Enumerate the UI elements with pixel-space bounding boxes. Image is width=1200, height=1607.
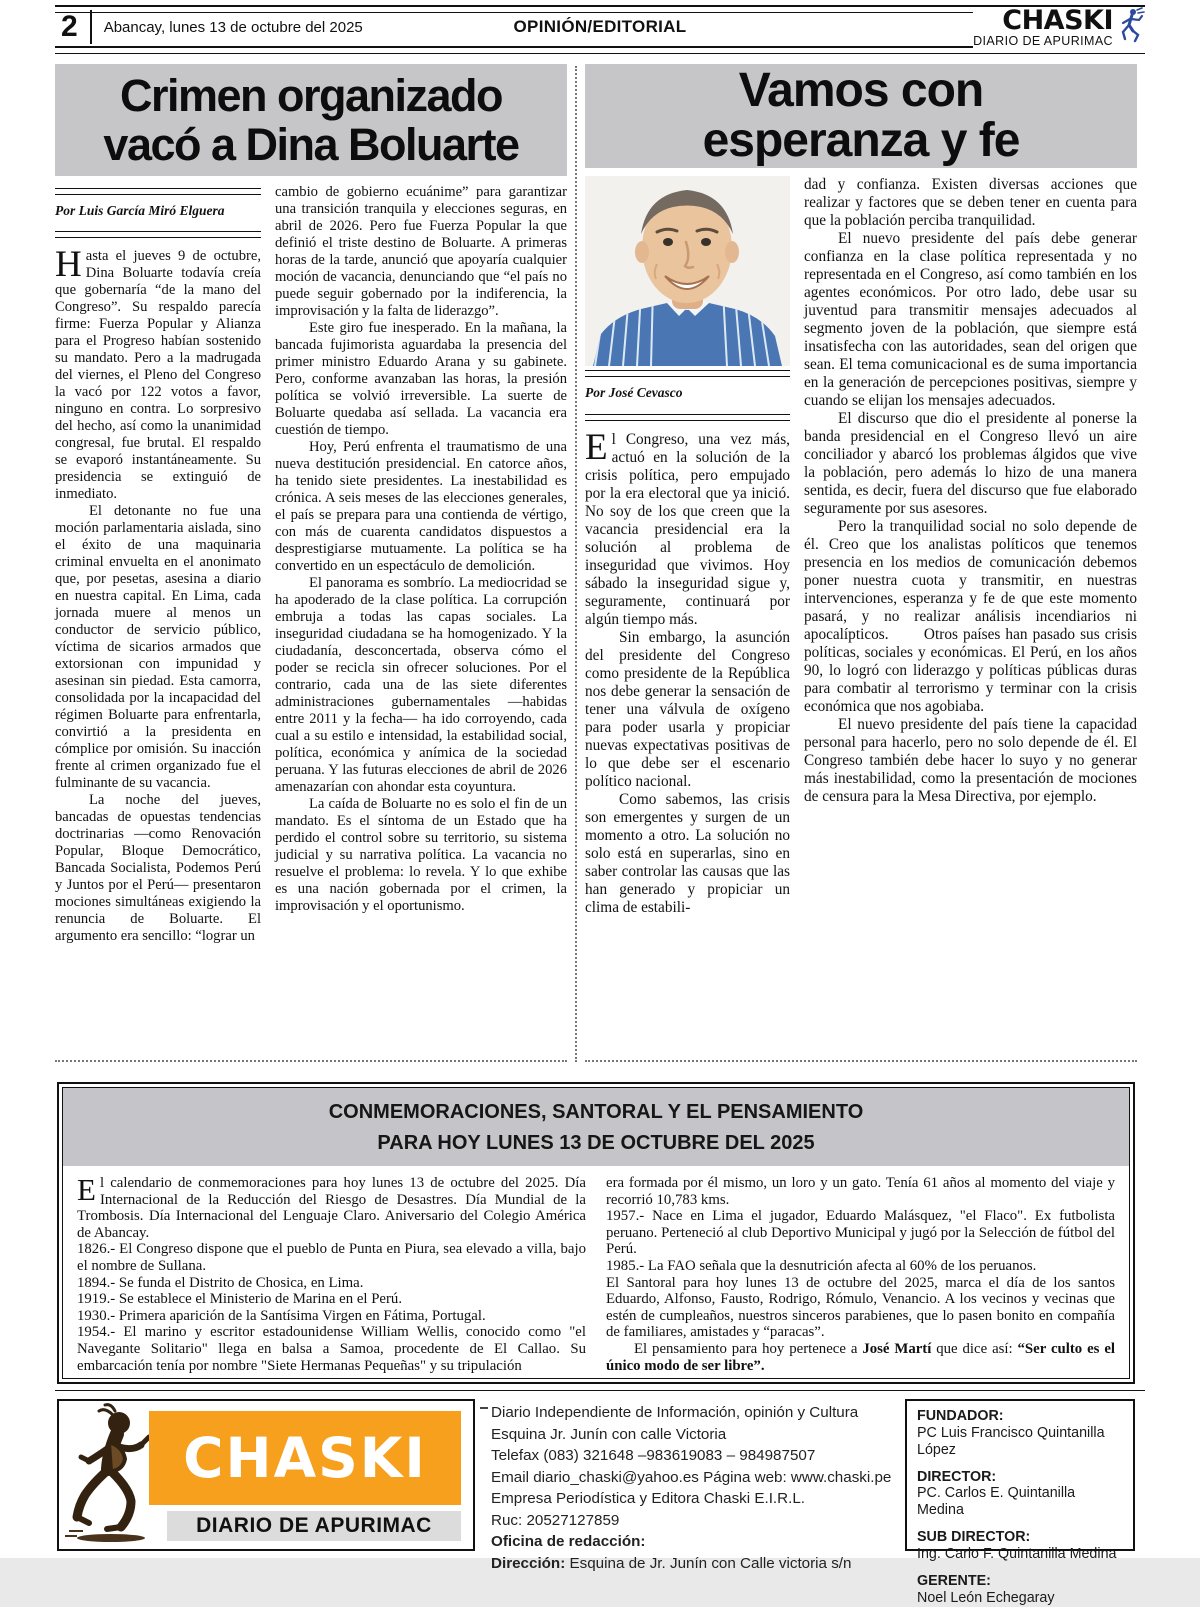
paragraph: El Santoral para hoy lunes 13 de octubre del 2025, marca el día de los santos Eduardo, Alfonso, Fausto, Rodrigo, Rómulo, Venancio. A los vecinos y vecinas que estén de cumpleaños, nuestros sinceros parabienes, que lo pasen bonito en compañía de familiares, amistades y “paracas”. xyxy=(606,1274,1115,1341)
info-line: Telefax (083) 321648 –983619083 – 984987507 xyxy=(491,1447,816,1465)
paragraph: La noche del jueves, bancadas de opuestas tendencias doctrinarias —como Renovación Popular, Bloque Democrático, Bancada Socialista, Podemos Perú y Juntos por el Perú— presentaron mociones simultáneas exigiendo la renuncia de Boluarte. El argumento era sencillo: “lograr un xyxy=(55,792,261,944)
paragraph: 1954.- El marino y escritor estadounidense William Wellis, conocido como "el Navegante Solitario" llega en balsa a Samoa, procedente de El Callao. Su embarcación tenía por nombre "Siete Hermanas Pequeñas" y su tripulación xyxy=(77,1324,586,1374)
info-line-office: Oficina de redacción: xyxy=(491,1533,646,1551)
staff-entry-director: DIRECTOR: PC. Carlos E. Quintanilla Medina xyxy=(917,1468,1076,1519)
byline-rule-top xyxy=(585,370,790,377)
paragraph: El calendario de conmemoraciones para hoy lunes 13 de octubre del 2025. Día Internacional de la Reducción del Riesgo de Desastres. Día Mundial de la Trombosis. Día Internacional del Lenguaje Claro. Aniversario del Colegio América de Abancay. xyxy=(77,1172,586,1241)
byline-block xyxy=(55,188,261,238)
byline-block xyxy=(585,370,790,421)
article-headline xyxy=(55,64,567,176)
paragraph: El discurso que dio el presidente al ponerse la banda presidencial en el Congreso llevó un aire conciliador y abarcó los problemas álgidos que vive la población, pero además lo hizo de una manera sentida, es decir, fuera del discurso que fue elaborado seguramente por sus asesores. xyxy=(804,410,1137,517)
info-line: Empresa Periodística y Editora Chaski E.I.R.L. xyxy=(491,1490,805,1508)
logo-orange-block xyxy=(149,1411,461,1505)
staff-entry-fundador: FUNDADOR: PC Luis Francisco Quintanilla López xyxy=(917,1408,1105,1458)
paragraph: El panorama es sombrío. La mediocridad se ha apoderado de la clase política. La corrupción embruja a todas las capas sociales. La inseguridad ciudadana se ha homogenizado. Y la ciudadanía, desconcertada, observa cómo el poder se recicla sin ofrecer soluciones. Por el contrario, cada una de las siete diferentes administraciones gubernamentales —habidas entre 2011 y la fecha— ha ido corroyendo, cada cual a su estilo e intensidad, la estabilidad social, política, económica y anímica de la sociedad peruana. Y las futuras elecciones de abril de 2026 amenazarían con ahondar esta coyuntura. xyxy=(275,575,567,795)
page-number: 2 xyxy=(61,10,78,43)
byline-rule-top xyxy=(55,188,261,195)
conmemoraciones-column-2 xyxy=(606,1175,1115,1374)
headline-line1: Vamos con xyxy=(738,63,984,117)
paragraph: 1930.- Primera aparición de la Santísima Virgen en Fátima, Portugal. xyxy=(77,1307,486,1324)
info-line-email-web: Email diario_chaski@yahoo.es Página web: www.chaski.pe xyxy=(491,1468,892,1486)
byline-rule-bottom xyxy=(55,231,261,238)
byline: Por Luis García Miró Elguera xyxy=(55,203,225,218)
left-article-end-rule xyxy=(55,1060,567,1062)
article-vamos-con-esperanza xyxy=(585,64,1137,1060)
logo-gray-band xyxy=(167,1511,461,1541)
paragraph: 1985.- La FAO señala que la desnutrición afecta al 60% de los peruanos. xyxy=(606,1257,1037,1274)
headline-line1: Crimen organizado xyxy=(119,69,503,121)
paragraph: Hasta el jueves 9 de octubre, Dina Boluarte todavía creía que gobernaría “de la mano del Congreso”. Su respaldo parecía firme: Fuerza Popular y Alianza para el Progreso habían sostenido su mandato. Pero a la madrugada del viernes, el Pleno del Congreso la vacó por 122 votos a favor, ninguno en contra. Lo sorpresivo del hecho, así como la unanimidad congresal, fue brutal. El respaldo se evaporó instantáneamente. Su presidencia se extinguió de inmediato. xyxy=(55,244,261,502)
paragraph: cambio de gobierno ecuánime” para garantizar una transición tranquila y elecciones seguras, en abril de 2026. Pero fue Fuerza Popular la que definió el triste destino de Boluarte. A primeras horas de la tarde, anunció que apoyaría cualquier moción de vacancia, denunciando que “el país no puede seguir gobernado por la indiferencia, la improvisación y la falta de liderazgo”. xyxy=(275,184,567,319)
conmemoraciones-header xyxy=(63,1088,1129,1166)
staff-box xyxy=(905,1399,1135,1606)
drop-cap: E xyxy=(77,1172,96,1207)
info-line-ruc: Ruc: 20527127859 xyxy=(491,1511,620,1529)
right-article-end-rule xyxy=(585,1060,1137,1062)
paragraph: 1826.- El Congreso dispone que el pueblo de Punta en Piura, sea elevado a villa, bajo el nombre de Sullana. xyxy=(77,1241,586,1274)
drop-cap: E xyxy=(585,427,608,468)
thought-paragraph: El pensamiento para hoy pertenece a José Martí que dice así: “Ser culto es el único modo de ser libre”. xyxy=(606,1340,1115,1374)
chaski-logo xyxy=(57,1399,475,1551)
masthead xyxy=(973,4,1145,48)
paragraph: Sin embargo, la asunción del presidente del Congreso como presidente de la República nos debe generar la sensación de tener una válvula de oxígeno para poder usarla y propiciar nuevas expectativas positivas de lo que debe ser el escenario político nacional. xyxy=(585,629,790,790)
article-crimen-organizado xyxy=(55,64,567,1060)
logo-subtitle-text: DIARIO DE APURIMAC xyxy=(196,1514,432,1537)
masthead-name: CHASKI xyxy=(1002,4,1113,36)
conmemoraciones-title-line1: CONMEMORACIONES, SANTORAL Y EL PENSAMIENTO xyxy=(328,1101,864,1123)
paragraph: El nuevo presidente del país debe generar confianza en la clase política representada y no representada en el Congreso, así como también en los agentes económicos. Por otro lado, debe usar su juventud para transmitir mensajes adecuados al segmento joven de la población, que siempre está insatisfecha con las autoridades, sean del origen que sean. El tema comunicacional es de suma importancia en la generación de percepciones positivas, siempre y cuando se elijan los mensajes adecuados. xyxy=(804,230,1137,409)
paragraph: 1894.- Se funda el Distrito de Chosica, en Lima. xyxy=(77,1274,364,1291)
drop-cap: H xyxy=(55,244,82,285)
conmemoraciones-column-1 xyxy=(77,1172,586,1374)
info-line-address: Dirección: Esquina de Jr. Junín con Calle victoria s/n xyxy=(491,1555,852,1573)
headline-line2: esperanza y fe xyxy=(702,114,1020,167)
section-title: OPINIÓN/EDITORIAL xyxy=(513,17,687,36)
conmemoraciones-box xyxy=(57,1082,1135,1384)
article-column-2 xyxy=(804,176,1137,1060)
staff-entry-gerente: GERENTE: Noel León Echegaray xyxy=(917,1572,1055,1606)
paragraph: La caída de Boluarte no es solo el fin de un mandato. Es el síntoma de un Estado que ha perdido el control sobre su territorio, su sistema judicial y su narrativa política. La vacancia no resuelve el problema: lo revela. Y lo que exhibe es una nación gobernada por el crimen, la improvisación y el oportunismo. xyxy=(275,796,567,914)
paragraph: El Congreso, una vez más, actuó en la solución de la crisis política, pero empujado por la era electoral que ya inició. No soy de los que creen que la vacancia presidencial era la solución al problema de inseguridad que vivimos. Hoy sábado la inseguridad sigue y, seguramente, continuará por algún tiempo más. xyxy=(585,427,790,628)
staff-entry-subdirector: SUB DIRECTOR: Ing. Carlo F. Quintanilla Medina xyxy=(917,1529,1117,1563)
paragraph: El detonante no fue una moción parlamentaria aislada, sino el éxito de una maquinaria criminal envuelta en el anonimato que, por pesetas, asesina a diario en nuestra capital. En Lima, cada jornada muere al menos un conductor de servicio público, víctima de sicarios armados que extorsionan con impunidad y asesinan sin piedad. Esta camorra, consolidada por la incapacidad del régimen Boluarte para enfrentarla, convirtió a la presidenta en cómplice por omisión. Su inacción frente al crimen organizado fue el fulminante de su vacancia. xyxy=(55,503,261,791)
headline-line2: vacó a Dina Boluarte xyxy=(103,119,519,170)
info-line: Esquina Jr. Junín con calle Victoria xyxy=(491,1425,727,1443)
paragraph: 1957.- Nace en Lima el jugador, Eduardo Malásquez, "el Flaco". Ex futbolista peruano. Perteneció al club Deportivo Municipal y jugó por la Selección de fútbol del Perú. xyxy=(606,1208,1115,1258)
paragraph: Como sabemos, las crisis son emergentes y surgen de un momento a otro. La solución no solo está en superarlas, sino en saber controlar las causas que las han generado y propiciar un clima de estabili- xyxy=(585,791,790,916)
page-header xyxy=(55,4,1145,48)
byline: Por José Cevasco xyxy=(585,385,683,400)
paragraph: 1919.- Se establece el Ministerio de Marina en el Perú. xyxy=(77,1291,403,1308)
article-column-1 xyxy=(585,176,790,1060)
edition-date: Abancay, lunes 13 de octubre del 2025 xyxy=(103,18,363,36)
footer-top-rule xyxy=(55,1390,1145,1391)
paragraph: dad y confianza. Existen diversas acciones que realizar y factores que se deben tener en cuenta para que la población perciba tranquilidad. xyxy=(804,176,1137,229)
article-column-2 xyxy=(275,184,567,1060)
info-line: Diario Independiente de Información, opinión y Cultura xyxy=(491,1404,859,1421)
paragraph: Este giro fue inesperado. En la mañana, la bancada fujimorista aguardaba la presencia del primer ministro Eduardo Arana y su gabinete. Pero, conforme avanzaban las horas, la presión política se volvió irreversible. La suerte de Boluarte quedaba así sellada. La vacancia era cuestión de tiempo. xyxy=(275,320,567,438)
author-photo xyxy=(585,176,790,366)
byline-rule-bottom xyxy=(585,414,790,421)
page-footer xyxy=(57,1399,1135,1606)
paragraph: Hoy, Perú enfrenta el traumatismo de una nueva destitución presidencial. En catorce años, ha tenido siete presidentes. La inestabilidad es crónica. A seis meses de las elecciones generales, el país se prepara para una contienda de vértigo, con más de cuarenta candidatos dispuestos a desprestigiarse mutuamente. La política se ha convertido en un espectáculo de demolición. xyxy=(275,439,567,574)
publication-info xyxy=(491,1399,899,1573)
logo-brand-text: CHASKI xyxy=(183,1425,427,1490)
center-column-divider xyxy=(575,66,577,1062)
article-headline xyxy=(585,64,1137,168)
paragraph: era formada por él mismo, un loro y un gato. Tenía 61 años al momento del viaje y recorrió 10,783 kms. xyxy=(606,1175,1115,1208)
paragraph: Pero la tranquilidad social no solo depende de él. Creo que los analistas políticos que tenemos presencia en los medios de comunicación debemos poner nuestra cuota y transmitir, en nuestras intervenciones, esperanza y fe de que este momento pasará, y no realizar análisis incendiarios ni apocalípticos. Otros países han pasado sus crisis políticas, sociales y económicas. El Perú, en los años 90, lo logró con liderazgo y políticas públicas duras para combatir al terrorismo y terminar con la crisis económica que nos agobiaba. xyxy=(804,518,1137,715)
masthead-runner-icon xyxy=(1119,7,1145,48)
article-column-1 xyxy=(55,184,261,1060)
paragraph: El nuevo presidente del país tiene la capacidad personal para hacerlo, pero no solo depende de él. El Congreso también debe hacer lo suyo y no generar más inestabilidad, como la presentación de mociones de censura para la Mesa Directiva, por ejemplo. xyxy=(804,716,1137,805)
masthead-subtitle: DIARIO DE APURIMAC xyxy=(973,33,1113,48)
conmemoraciones-title-line2: PARA HOY LUNES 13 DE OCTUBRE DEL 2025 xyxy=(377,1132,815,1154)
